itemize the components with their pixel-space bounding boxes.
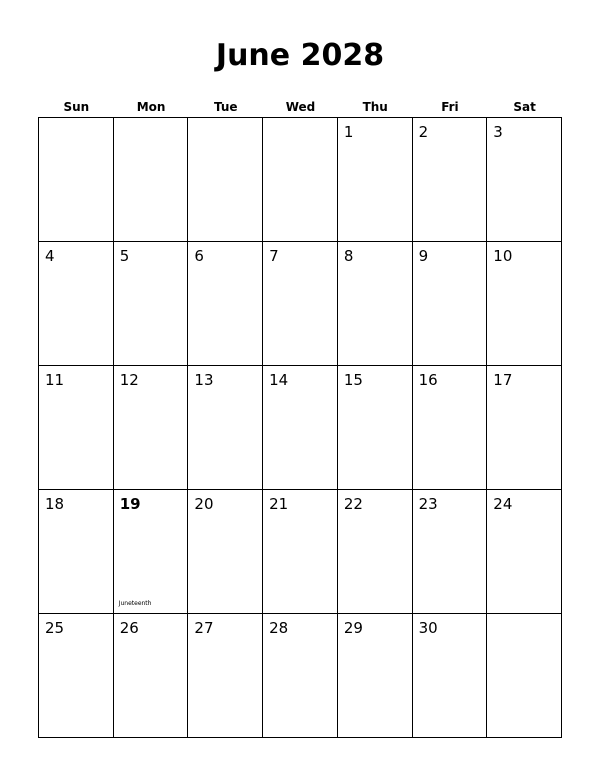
weekday-sun: Sun bbox=[63, 100, 90, 114]
day-number: 27 bbox=[194, 619, 214, 637]
day-cell-30 bbox=[413, 614, 488, 738]
day-number-holiday: 19 bbox=[119, 495, 141, 513]
day-cell-13 bbox=[188, 366, 263, 490]
weekday-sat: Sat bbox=[513, 100, 536, 114]
day-cell-23 bbox=[413, 490, 488, 614]
day-number: 21 bbox=[269, 495, 289, 513]
weekday-tue: Tue bbox=[214, 100, 238, 114]
day-cell-1 bbox=[338, 118, 413, 242]
day-cell-26 bbox=[114, 614, 189, 738]
day-number: 3 bbox=[493, 123, 503, 141]
day-cell-8 bbox=[338, 242, 413, 366]
day-number: 20 bbox=[194, 495, 214, 513]
day-number: 14 bbox=[269, 371, 289, 389]
day-number: 12 bbox=[119, 371, 139, 389]
day-number: 16 bbox=[418, 371, 438, 389]
day-number: 23 bbox=[418, 495, 438, 513]
day-cell-7 bbox=[263, 242, 338, 366]
day-cell-27 bbox=[188, 614, 263, 738]
weekday-thu: Thu bbox=[362, 100, 388, 114]
calendar-grid bbox=[38, 117, 562, 738]
day-cell-19-holiday bbox=[114, 490, 189, 614]
day-cell-22 bbox=[338, 490, 413, 614]
day-number: 6 bbox=[194, 247, 204, 265]
day-cell-2 bbox=[413, 118, 488, 242]
day-cell-17 bbox=[487, 366, 562, 490]
day-cell-4 bbox=[39, 242, 114, 366]
day-number: 10 bbox=[493, 247, 513, 265]
page-title: June 2028 bbox=[215, 38, 385, 73]
weekday-header-row bbox=[39, 98, 562, 116]
day-cell-3 bbox=[487, 118, 562, 242]
day-cell-29 bbox=[338, 614, 413, 738]
day-cell-10 bbox=[487, 242, 562, 366]
weekday-wed: Wed bbox=[285, 100, 316, 114]
day-cell-empty bbox=[487, 614, 562, 738]
day-number: 29 bbox=[343, 619, 363, 637]
day-number: 8 bbox=[343, 247, 354, 265]
day-number: 11 bbox=[45, 371, 65, 389]
day-cell-25 bbox=[39, 614, 114, 738]
day-number: 13 bbox=[194, 371, 214, 389]
day-cell-18 bbox=[39, 490, 114, 614]
holiday-label: Juneteenth bbox=[118, 600, 152, 607]
day-cell-9 bbox=[413, 242, 488, 366]
day-number: 4 bbox=[45, 247, 55, 265]
day-number: 15 bbox=[343, 371, 363, 389]
day-number: 1 bbox=[343, 123, 354, 141]
day-number: 28 bbox=[269, 619, 289, 637]
day-number: 9 bbox=[418, 247, 429, 265]
weekday-mon: Mon bbox=[136, 100, 166, 114]
day-cell-5 bbox=[114, 242, 189, 366]
day-number: 22 bbox=[343, 495, 363, 513]
day-cell-empty bbox=[263, 118, 338, 242]
day-cell-12 bbox=[114, 366, 189, 490]
day-cell-empty bbox=[39, 118, 114, 242]
weekday-fri: Fri bbox=[441, 100, 459, 114]
day-cell-11 bbox=[39, 366, 114, 490]
day-number: 5 bbox=[119, 247, 130, 265]
day-number: 26 bbox=[119, 619, 139, 637]
day-number: 24 bbox=[493, 495, 513, 513]
day-cell-14 bbox=[263, 366, 338, 490]
day-number: 30 bbox=[418, 619, 438, 637]
day-cell-24 bbox=[487, 490, 562, 614]
day-number: 17 bbox=[493, 371, 513, 389]
day-cell-6 bbox=[188, 242, 263, 366]
day-cell-28 bbox=[263, 614, 338, 738]
day-cell-empty bbox=[114, 118, 189, 242]
day-cell-21 bbox=[263, 490, 338, 614]
day-number: 2 bbox=[418, 123, 429, 141]
day-cell-20 bbox=[188, 490, 263, 614]
day-number: 25 bbox=[45, 619, 65, 637]
day-cell-16 bbox=[413, 366, 488, 490]
day-cell-15 bbox=[338, 366, 413, 490]
day-number: 18 bbox=[45, 495, 65, 513]
day-cell-empty bbox=[188, 118, 263, 242]
day-number: 7 bbox=[269, 247, 279, 265]
